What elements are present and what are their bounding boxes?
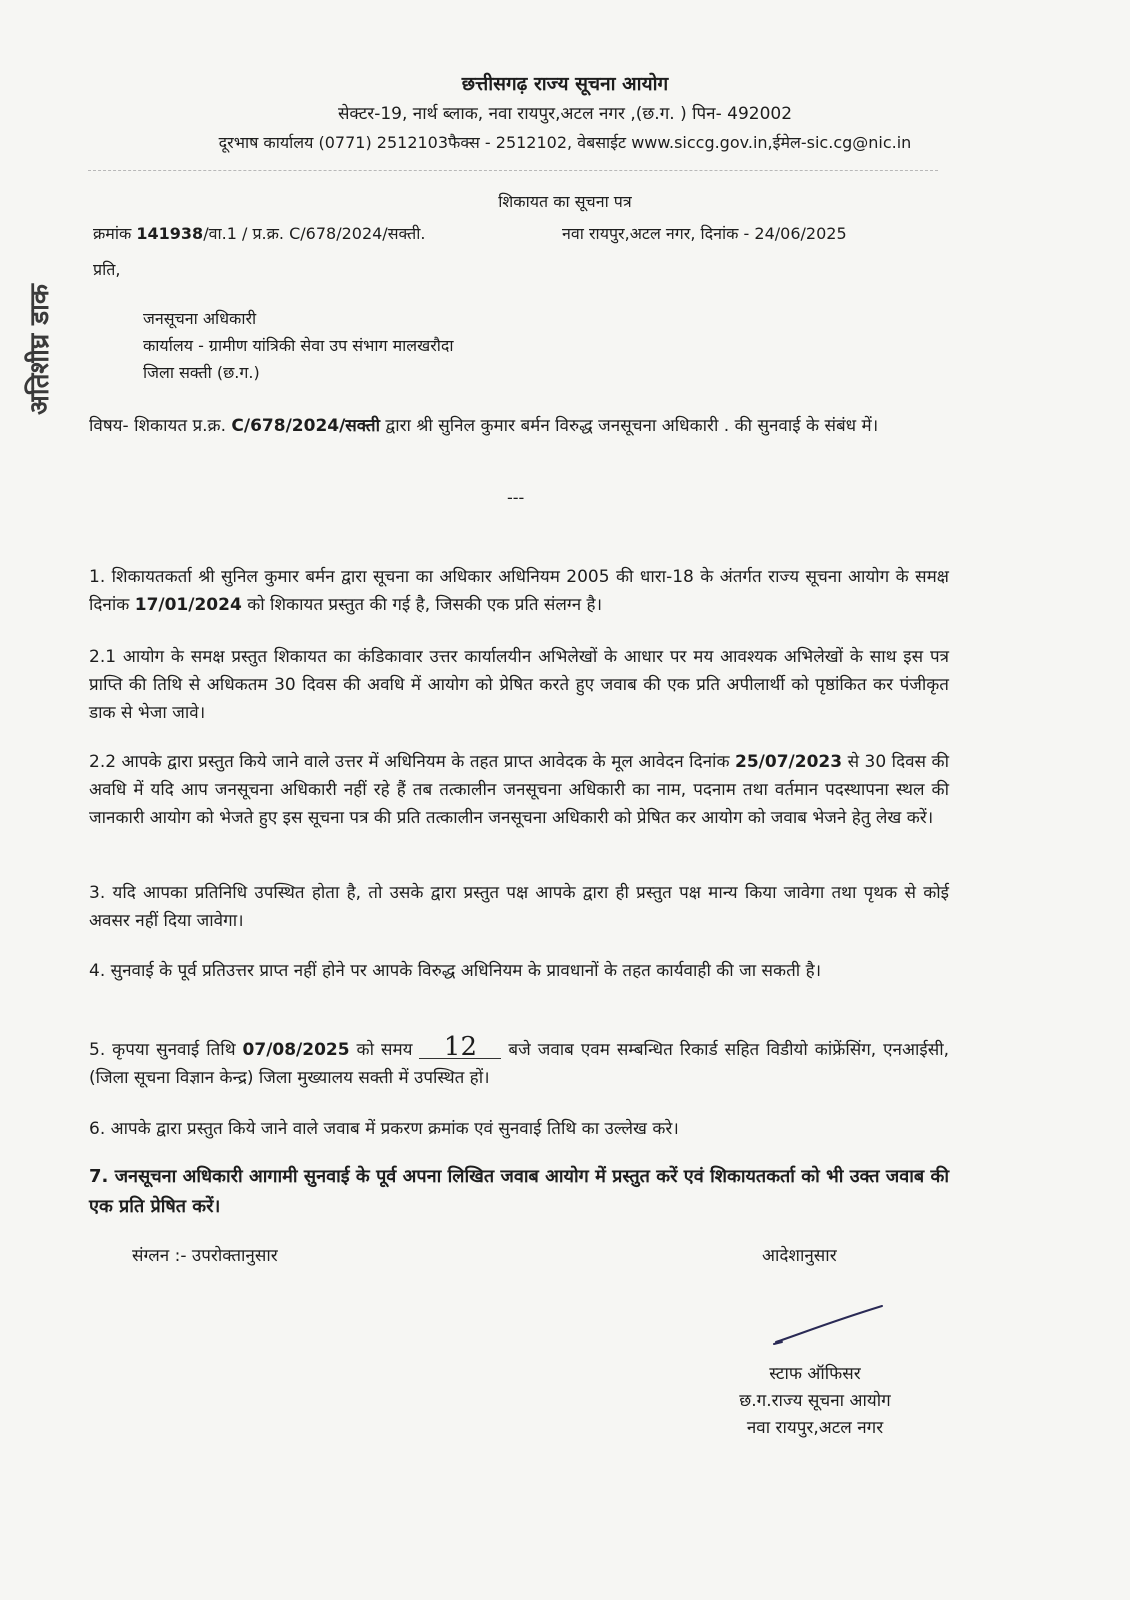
paragraph-text: 2.2 आपके द्वारा प्रस्तुत किये जाने वाले उत्तर में अधिनियम के तहत प्राप्त आवेदक के मूल आवेदन दिनांक [89, 752, 730, 772]
org-title: छत्तीसगढ़ राज्य सूचना आयोग [461, 73, 669, 95]
to-label: प्रति, [93, 260, 121, 279]
subject-prefix: विषय- शिकायत प्र.क्र. [89, 416, 226, 436]
paragraph-2-2 [89, 748, 949, 832]
paragraph-6: 6. आपके द्वारा प्रस्तुत किये जाने वाले जवाब में प्रकरण क्रमांक एवं सुनवाई तिथि का उल्लेख करे। [89, 1119, 679, 1139]
subject-line [89, 412, 949, 441]
paragraph-text: को समय [356, 1040, 413, 1060]
separator: --- [507, 488, 525, 507]
signatory-block [700, 1361, 930, 1442]
reference-label: क्रमांक [93, 224, 132, 243]
hearing-time-handwritten: 12 [419, 1036, 501, 1059]
by-order-label: आदेशानुसार [762, 1246, 837, 1266]
paragraph-text: 5. कृपया सुनवाई तिथि [89, 1040, 236, 1060]
paragraph-text: को शिकायत प्रस्तुत की गई है, जिसकी एक प्रति संलग्न है। [247, 595, 603, 615]
paragraph-4: 4. सुनवाई के पूर्व प्रतिउत्तर प्राप्त नहीं होने पर आपके विरुद्ध अधिनियम के प्रावधानों के तहत कार्यवाही की जा सकती है। [89, 961, 822, 981]
addressee-line: जिला सक्ती (छ.ग.) [143, 363, 260, 382]
paragraph-3: 3. यदि आपका प्रतिनिधि उपस्थित होता है, तो उसके द्वारा प्रस्तुत पक्ष आपके द्वारा ही प्रस्तुत पक्ष मान्य किया जावेगा तथा पृथक से कोई अवसर नहीं दिया जावेगा। [89, 883, 949, 931]
paragraph-text: 1. शिकायतकर्ता श्री सुनिल कुमार बर्मन द्वारा सूचना का अधिकार अधिनियम 2005 की धारा-18 के अंतर्गत राज्य सूचना आयोग के समक्ष दिनांक [89, 567, 949, 615]
place-date: नवा रायपुर,अटल नगर, दिनांक - 24/06/2025 [562, 224, 847, 243]
paragraph-7: 7. जनसूचना अधिकारी आगामी सुनवाई के पूर्व अपना लिखित जवाब आयोग में प्रस्तुत करें एवं शिकायतकर्ता को भी उक्त जवाब की एक प्रति प्रेषित करें। [89, 1166, 949, 1217]
application-date: 25/07/2023 [735, 752, 843, 772]
signatory-place: नवा रायपुर,अटल नगर [746, 1418, 884, 1438]
reference-rest: /वा.1 / प्र.क्र. C/678/2024/सक्ती. [203, 224, 426, 243]
hearing-date: 07/08/2025 [242, 1040, 350, 1060]
addressee-line: कार्यालय - ग्रामीण यांत्रिकी सेवा उप संभाग मालखरौदा [143, 336, 454, 355]
subject-case: C/678/2024/सक्ती [231, 416, 381, 436]
paragraph-text: से 30 दिवस की अवधि में यदि आप जनसूचना अधिकारी नहीं रहे हैं तब तत्कालीन जनसूचना अधिकारी का नाम, पदनाम तथा वर्तमान पदस्थापना स्थल की जानकारी आयोग को भेजते हुए इस सूचना पत्र की प्रति तत्कालीन जनसूचना अधिकारी को प्रेषित कर आयोग को जवाब भेजने हेतु लेख करें। [89, 752, 950, 828]
addressee-block [143, 305, 454, 386]
header-divider [88, 170, 938, 171]
paragraph-1 [89, 563, 949, 619]
urgent-stamp [10, 225, 70, 415]
enclosure-note: संग्लन :- उपरोक्तानुसार [132, 1246, 278, 1266]
org-contact: दूरभाष कार्यालय (0771) 2512103फैक्स - 2512102, वेबसाईट www.siccg.gov.in,ईमेल-sic.cg@nic.in [218, 133, 912, 152]
complaint-date: 17/01/2024 [134, 595, 242, 615]
addressee-line: जनसूचना अधिकारी [143, 309, 257, 328]
org-address: सेक्टर-19, नार्थ ब्लाक, नवा रायपुर,अटल नगर ,(छ.ग. ) पिन- 492002 [337, 104, 793, 124]
paragraph-2-1: 2.1 आयोग के समक्ष प्रस्तुत शिकायत का कंडिकावार उत्तर कार्यालयीन अभिलेखों के आधार पर मय आवश्यक अभिलेखों के साथ इस पत्र प्राप्ति की तिथि से अधिकतम 30 दिवस की अवधि में आयोग को प्रेषित करते हुए जवाब की एक प्रति अपीलार्थी को पृष्ठांकित कर पंजीकृत डाक से भेजा जावे। [89, 647, 949, 723]
reference-number [93, 222, 425, 244]
signatory-title: स्टाफ ऑफिसर [769, 1364, 861, 1384]
stamp-text: अतिशीघ्र डाक [25, 284, 55, 415]
subject-rest: द्वारा श्री सुनिल कुमार बर्मन विरुद्ध जनसूचना अधिकारी . की सुनवाई के संबंध में। [385, 416, 879, 436]
paragraph-5 [89, 1032, 950, 1092]
signature-icon [770, 1298, 890, 1348]
paragraph-text: बजे जवाब एवम सम्बन्धित रिकार्ड सहित विडीयो कांफ्रेंसिंग, एनआईसी,(जिला सूचना विज्ञान केन्द्र) जिला मुख्यालय सक्ती में उपस्थित हों। [89, 1040, 950, 1088]
reference-id: 141938 [136, 224, 204, 243]
signatory-org: छ.ग.राज्य सूचना आयोग [739, 1391, 891, 1411]
document-type: शिकायत का सूचना पत्र [498, 192, 632, 211]
